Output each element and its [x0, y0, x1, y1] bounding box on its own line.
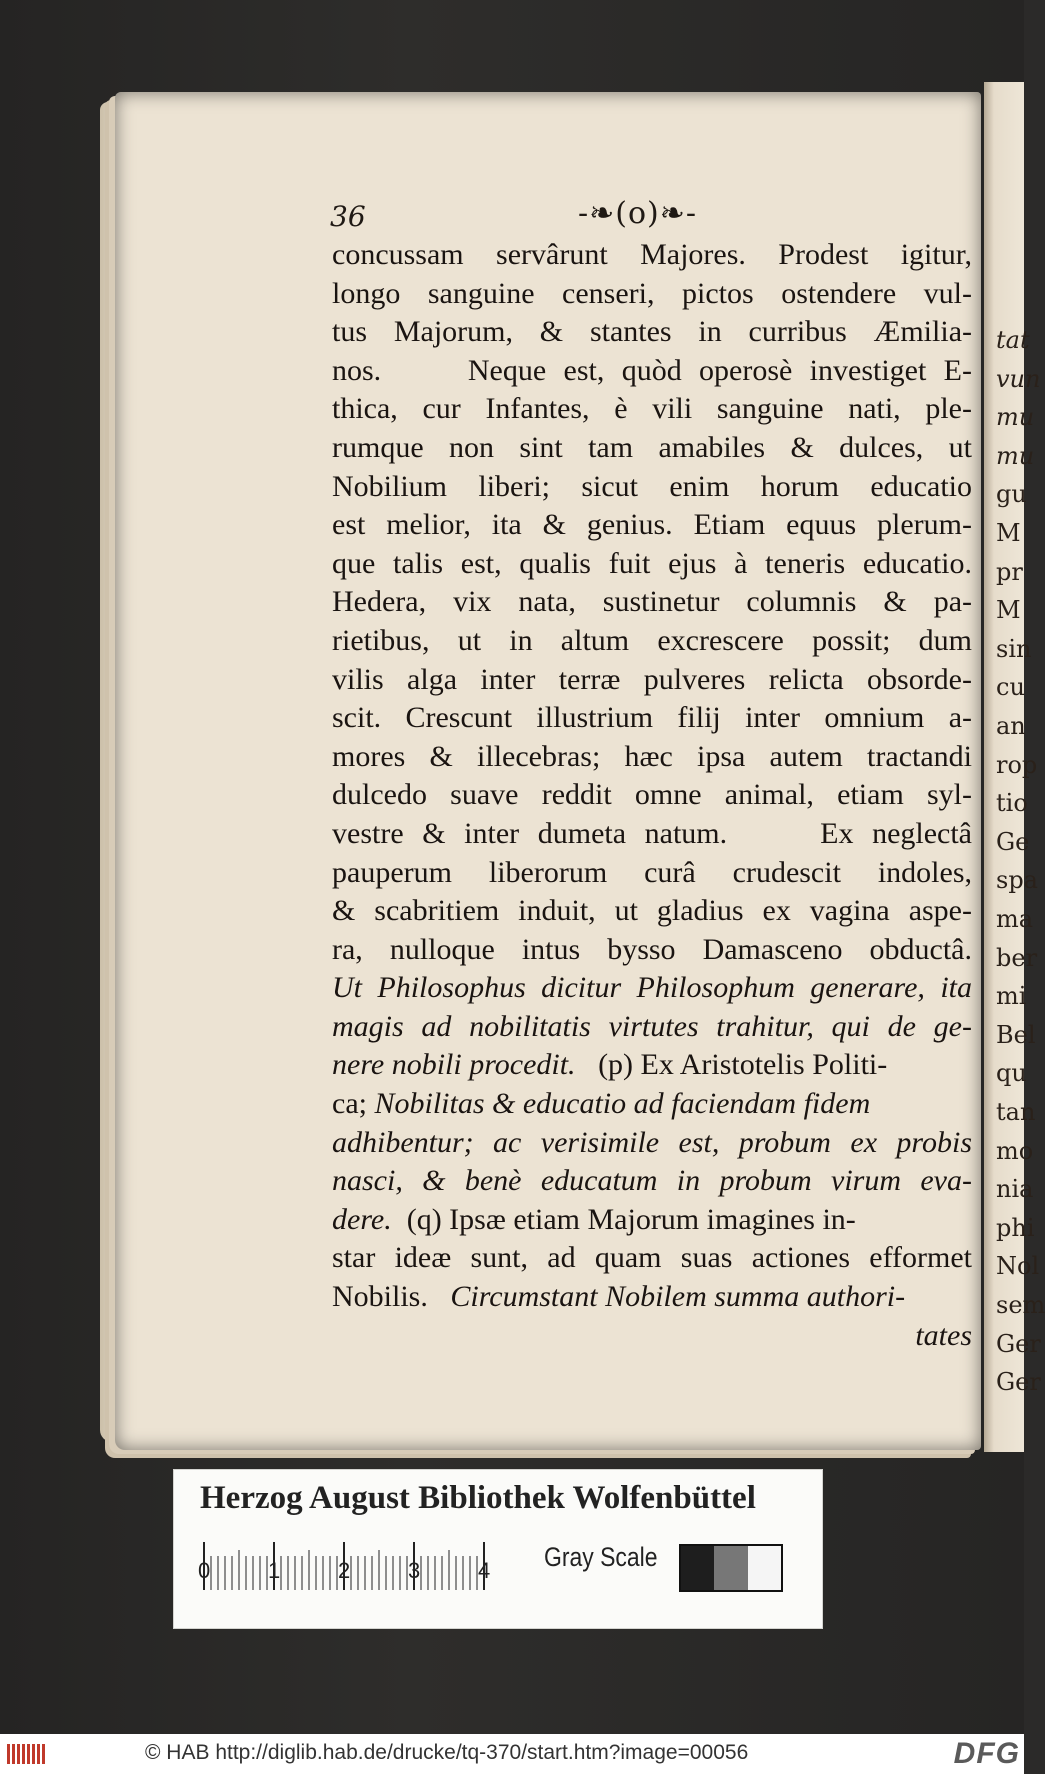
facing-line: spa [996, 866, 1038, 895]
gray-scale-label: Gray Scale [544, 1542, 658, 1572]
text-line: Hedera, vix nata, sustinetur columnis & pa- [332, 585, 972, 619]
library-name: Herzog August Bibliothek Wolfenbüttel [200, 1480, 756, 1516]
text-line: nos. Neque est, quòd operosè investiget E- [332, 353, 972, 387]
footer-bar [0, 1734, 1024, 1774]
facing-line: Ger [996, 1329, 1041, 1358]
facing-line: cu [996, 673, 1025, 702]
text-line: thica, cur Infantes, è vili sanguine nati, ple- [332, 392, 972, 426]
roman-run: ca; [332, 1087, 367, 1121]
gray-swatch [714, 1546, 747, 1590]
facing-line: ber [996, 943, 1038, 972]
text-line: longo sanguine censeri, pictos ostendere vul- [332, 276, 972, 310]
facing-page [984, 82, 1045, 1452]
facing-line: phi [996, 1213, 1035, 1242]
facing-line: Ger [996, 1368, 1041, 1397]
text-line: adhibentur; ac verisimile est, probum ex probis [332, 1125, 972, 1159]
ruler-digit: 3 [408, 1558, 421, 1583]
facing-line: tat [996, 326, 1030, 354]
gray-swatch [748, 1546, 781, 1590]
ruler-digit: 0 [198, 1558, 211, 1583]
facing-line: mu [996, 403, 1035, 432]
roman-run: (p) Ex Aristotelis Politi- [575, 1048, 888, 1082]
library-label [174, 1470, 822, 1628]
facing-line: rop [996, 750, 1038, 779]
facing-line: qu [996, 1059, 1027, 1088]
text-line: magis ad nobilitatis virtutes trahitur, qui de ge- [332, 1009, 972, 1043]
facing-line: mo [996, 1136, 1034, 1165]
text-line: que talis est, qualis fuit ejus à teneris educatio. [332, 546, 972, 580]
roman-run: Nobilis. [332, 1280, 428, 1314]
hab-logo-icon [6, 1742, 46, 1766]
italic-run: Circumstant Nobilem summa authori- [427, 1280, 906, 1314]
text-line: Nobilium liberi; sicut enim horum educatio [332, 469, 972, 503]
text-line: Ut Philosophus dicitur Philosophum generare, ita [332, 971, 972, 1005]
facing-line: M [996, 596, 1021, 625]
text-line: est melior, ita & genius. Etiam equus plerum- [332, 508, 972, 542]
dfg-logo: DFG [953, 1737, 1020, 1770]
roman-run: (q) Ipsæ etiam Majorum imagines in- [391, 1202, 856, 1236]
facing-line: M [996, 519, 1021, 547]
text-line: ra, nulloque intus bysso Damasceno obductâ. [332, 932, 972, 966]
text-line: concussam servârunt Majores. Prodest igitur, [332, 238, 972, 271]
text-block [332, 236, 972, 1355]
text-line: rumque non sint tam amabiles & dulces, ut [332, 430, 972, 464]
text-line: tates [915, 1318, 972, 1352]
facing-line: mu [996, 441, 1035, 470]
italic-run: dere. [332, 1202, 392, 1236]
text-line [332, 1201, 972, 1240]
ruler-digit: 2 [338, 1558, 351, 1583]
text-line [332, 1278, 972, 1317]
text-line: dulcedo suave reddit omne animal, etiam syl- [332, 778, 972, 812]
page-number: 36 [330, 200, 366, 233]
facing-line: pr [996, 557, 1023, 586]
text-line: nasci, & benè educatum in probum virum eva- [332, 1164, 972, 1198]
facing-line: Ge [996, 827, 1030, 856]
facing-line: nia [996, 1175, 1034, 1204]
text-line: scit. Crescunt illustrium filij inter omnium a- [332, 701, 972, 735]
italic-run: Nobilitas & educatio ad faciendam fidem [366, 1087, 871, 1121]
source-link[interactable]: © HAB http://diglib.hab.de/drucke/tq-370/start.htm?image=00056 [145, 1741, 749, 1764]
ruler-digit: 1 [268, 1558, 281, 1583]
text-line [332, 1046, 972, 1085]
facing-line: sin [996, 634, 1032, 663]
facing-line: tio [996, 789, 1028, 818]
facing-line: vun [996, 364, 1041, 393]
facing-line: tan [996, 1098, 1036, 1126]
facing-line: Bel [996, 1020, 1036, 1049]
facing-line: ma [996, 905, 1034, 933]
text-line: rietibus, ut in altum excrescere possit; dum [332, 623, 972, 657]
italic-run: nere nobili procedit. [332, 1048, 576, 1082]
facing-line: mi [996, 982, 1027, 1011]
text-line: & scabritiem induit, ut gladius ex vagina aspe- [332, 894, 972, 928]
facing-line: gu [996, 480, 1027, 509]
text-line [332, 1085, 972, 1124]
facing-line: an [996, 712, 1026, 740]
text-line: vestre & inter dumeta natum. Ex neglectâ [332, 816, 972, 850]
text-line: mores & illecebras; hæc ipsa autem tractandi [332, 739, 972, 773]
text-line: tus Majorum, & stantes in curribus Æmilia- [332, 315, 972, 349]
facing-line: Nol [996, 1252, 1040, 1281]
gray-scale-swatches [679, 1544, 783, 1592]
text-line: pauperum liberorum curâ crudescit indoles, [332, 855, 972, 889]
gray-swatch [681, 1546, 714, 1590]
header-ornament: -❧(o)❧- [578, 196, 698, 231]
ruler-digit: 4 [478, 1558, 491, 1583]
facing-line: sem [996, 1291, 1045, 1319]
text-line: star ideæ sunt, ad quam suas actiones efformet [332, 1241, 972, 1275]
text-line: vilis alga inter terræ pulveres relicta obsorde- [332, 662, 972, 696]
